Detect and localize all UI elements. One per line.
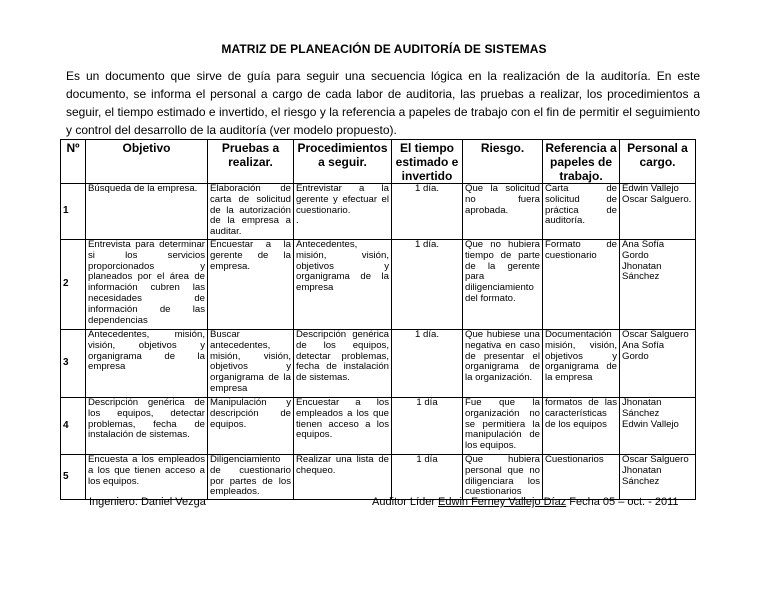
cell-pruebas: Elaboración de carta de solicitud de la autorización de la empresa a auditar. xyxy=(208,184,294,240)
table-row xyxy=(61,330,696,398)
cell-pruebas: Encuestar a la gerente de la empresa. xyxy=(208,240,294,330)
auditor-label: Auditor Líder xyxy=(372,496,439,508)
cell-procedimientos: Entrevistar a la gerente y efectuar el cuestionario. . xyxy=(294,184,392,240)
header-objetivo: Objetivo xyxy=(86,140,208,184)
header-referencia: Referencia a papeles de trabajo. xyxy=(543,140,620,184)
header-riesgo: Riesgo. xyxy=(463,140,543,184)
cell-pruebas: Manipulación y descripción de equipos. xyxy=(208,398,294,455)
cell-riesgo: Que hubiera personal que no diligenciara los cuestionarios xyxy=(463,455,543,500)
table-row xyxy=(61,398,696,455)
table-row xyxy=(61,455,696,500)
cell-tiempo: 1 día xyxy=(392,455,463,500)
cell-procedimientos: Realizar una lista de chequeo. xyxy=(294,455,392,500)
signature-footer xyxy=(0,496,768,510)
cell-objetivo: Búsqueda de la empresa. xyxy=(86,184,208,240)
header-personal: Personal a cargo. xyxy=(620,140,696,184)
row-number: 2 xyxy=(61,240,86,330)
auditor-signature xyxy=(372,496,679,508)
cell-riesgo: Fue que la organización no se permitiera la manipulación de los equipos. xyxy=(463,398,543,455)
auditor-name: Edwin Ferney Vallejo Díaz xyxy=(438,496,567,508)
cell-pruebas: Diligenciamiento de cuestionario por partes de los empleados. xyxy=(208,455,294,500)
document-title: MATRIZ DE PLANEACIÓN DE AUDITORÍA DE SISTEMAS xyxy=(221,42,547,56)
row-number: 4 xyxy=(61,398,86,455)
cell-procedimientos: Descripción genérica de los equipos, detectar problemas, fecha de instalación de sistemas. xyxy=(294,330,392,398)
intro-paragraph: Es un documento que sirve de guía para seguir una secuencia lógica en la realización de la auditoría. En este documento, se informa el personal a cargo de cada labor de auditoria, las pruebas a realizar, los procedimientos a seguir, el tiempo estimado e invertido, el riesgo y la referencia a papeles de trabajo con el fin de permitir el seguimiento y control del desarrollo de la auditoría (ver modelo propuesto). xyxy=(66,69,700,137)
cell-tiempo: 1 día. xyxy=(392,330,463,398)
cell-procedimientos: Encuestar a los empleados a los que tienen acceso a los equipos. xyxy=(294,398,392,455)
audit-matrix-table xyxy=(60,139,696,500)
cell-personal: Jhonatan Sánchez Edwin Vallejo xyxy=(620,398,696,455)
cell-referencia: formatos de las características de los equipos xyxy=(543,398,620,455)
row-number: 5 xyxy=(61,455,86,500)
row-number: 3 xyxy=(61,330,86,398)
cell-objetivo: Entrevista para determinar si los servicios proporcionados y planeados por el área de información cubren las necesidades de información de las dependencias xyxy=(86,240,208,330)
cell-riesgo: Que la solicitud no fuera aprobada. xyxy=(463,184,543,240)
cell-referencia: Formato de cuestionario xyxy=(543,240,620,330)
cell-referencia: Cuestionarios xyxy=(543,455,620,500)
cell-objetivo: Encuesta a los empleados a los que tienen acceso a los equipos. xyxy=(86,455,208,500)
cell-procedimientos: Antecedentes, misión, visión, objetivos y organigrama de la empresa xyxy=(294,240,392,330)
cell-personal: Oscar Salguero Ana Sofía Gordo xyxy=(620,330,696,398)
header-procedimientos: Procedimientos a seguir. xyxy=(294,140,392,184)
signature-date: Fecha 05 – oct. - 2011 xyxy=(566,496,679,508)
header-num: Nº xyxy=(61,140,86,184)
cell-riesgo: Que no hubiera tiempo de parte de la gerente para diligenciamiento del formato. xyxy=(463,240,543,330)
cell-objetivo: Descripción genérica de los equipos, detectar problemas, fecha de instalación de sistemas. xyxy=(86,398,208,455)
cell-personal: Edwin Vallejo Oscar Salguero. xyxy=(620,184,696,240)
cell-riesgo: Que hubiese una negativa en caso de presentar el organigrama de la organización. xyxy=(463,330,543,398)
cell-personal: Ana Sofía Gordo Jhonatan Sánchez xyxy=(620,240,696,330)
cell-objetivo: Antecedentes, misión, visión, objetivos y organigrama de la empresa xyxy=(86,330,208,398)
cell-personal: Oscar Salguero Jhonatan Sánchez xyxy=(620,455,696,500)
table-row xyxy=(61,240,696,330)
cell-tiempo: 1 día xyxy=(392,398,463,455)
header-tiempo: El tiempo estimado e invertido xyxy=(392,140,463,184)
table-header-row xyxy=(61,140,696,184)
row-number: 1 xyxy=(61,184,86,240)
cell-referencia: Carta de solicitud de práctica de auditoría. xyxy=(543,184,620,240)
cell-tiempo: 1 día. xyxy=(392,184,463,240)
cell-pruebas: Buscar antecedentes, misión, visión, objetivos y organigrama de la empresa xyxy=(208,330,294,398)
engineer-signature: Ingeniero: Daniel Vezga xyxy=(89,496,206,508)
table-row xyxy=(61,184,696,240)
header-pruebas: Pruebas a realizar. xyxy=(208,140,294,184)
cell-referencia: Documentación misión, visión, objetivos y organigrama de la empresa xyxy=(543,330,620,398)
cell-tiempo: 1 día. xyxy=(392,240,463,330)
